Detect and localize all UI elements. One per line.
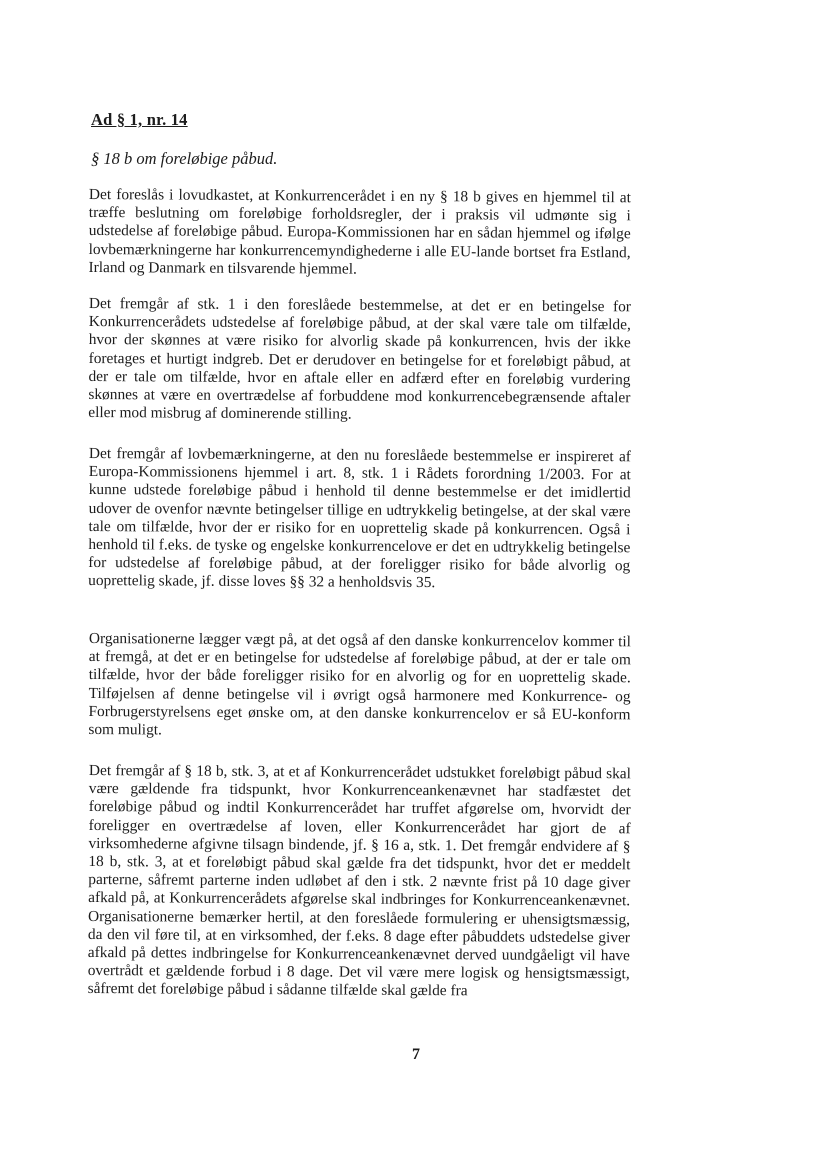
- body-paragraph: Det fremgår af stk. 1 i den foreslåede bestemmelse, at det er en betingelse for Konkurrencerådets udstedelse af foreløbige påbud, at der skal være tale om tilfælde, hvor der skønnes at være risiko for alvorlig skade på konkurrencen, hvis der ikke foretages et hurtigt indgreb. Det er derudover en betingelse for et foreløbigt påbud, at der er tale om tilfælde, hvor en aftale eller en adfærd efter en foreløbig vurdering skønnes at være en overtrædelse af forbuddene mod konkurrencebegrænsende aftaler eller mod misbrug af dominerende stilling.: [88, 295, 631, 423]
- section-heading: Ad § 1, nr. 14: [91, 110, 188, 129]
- section-subheading: § 18 b om foreløbige påbud.: [91, 149, 278, 168]
- body-paragraph: Det fremgår af § 18 b, stk. 3, at et af Konkurrencerådet udstukket foreløbigt påbud skal være gældende fra tidspunkt, hvor Konkurrenceankenævnet har stadfæstet det foreløbige påbud og indtil Konkurrencerådet har truffet afgørelse om, hvorvidt der foreligger en overtrædelse af loven, eller Konkurrencerådet har gjort de af virksomhederne afgivne tilsagn bindende, jf. § 16 a, stk. 1. Det fremgår endvidere af § 18 b, stk. 3, at et foreløbigt påbud skal gælde fra det tidspunkt, hvor det er meddelt parterne, såfremt parterne inden udløbet af den i stk. 2 nævnte frist på 10 dage giver afkald på, at Konkurrencerådets afgørelse skal indbringes for Konkurrenceankenævnet. Organisationerne bemærker hertil, at den foreslåede formulering er uhensigtsmæssig, da den vil føre til, at en virksomhed, der f.eks. 8 dage efter påbuddets udstedelse giver afkald på dettes indbringelse for Konkurrenceankenævnet derved uundgåeligt vil have overtrådt et gældende forbud i 8 dage. Det vil være mere logisk og hensigtsmæssigt, såfremt det foreløbige påbud i sådanne tilfælde skal gælde fra: [87, 762, 631, 1000]
- body-paragraph: Organisationerne lægger vægt på, at det også af den danske konkurrencelov kommer til at fremgå, at det er en betingelse for udstedelse af foreløbige påbud, at der er tale om tilfælde, hvor der både foreligger risiko for en alvorlig og for en uoprettelig skade. Tilføjelsen af denne betingelse vil i øvrigt også harmonere med Konkurrence- og Forbrugerstyrelsens eget ønske om, at den danske konkurrencelov er så EU-konform som muligt.: [88, 630, 631, 739]
- body-paragraph: Det fremgår af lovbemærkningerne, at den nu foreslåede bestemmelse er inspireret af Europa-Kommissionens hjemmel i art. 8, stk. 1 i Rådets forordning 1/2003. For at kunne udstede foreløbige påbud i henhold til denne bestemmelse er det imidlertid udover de ovenfor nævnte betingelser tillige en udtrykkelig betingelse, at der skal være tale om tilfælde, hvor der er risiko for en uoprettelig skade på konkurrencen. Også i henhold til f.eks. de tyske og engelske konkurrencelove er det en udtrykkelig betingelse for udstedelse af foreløbige påbud, at der foreligger risiko for både alvorlig og uoprettelig skade, jf. disse loves §§ 32 a henholdsvis 35.: [88, 445, 631, 592]
- page-number: 7: [412, 1046, 420, 1063]
- body-paragraph: Det foreslås i lovudkastet, at Konkurrencerådet i en ny § 18 b gives en hjemmel til at træffe beslutning om foreløbige forholdsregler, der i praksis vil udmønte sig i udstedelse af foreløbige påbud. Europa-Kommissionen har en sådan hjemmel og ifølge lovbemærkningerne har konkurrencemyndighederne i alle EU-lande bortset fra Estland, Irland og Danmark en tilsvarende hjemmel.: [88, 186, 631, 278]
